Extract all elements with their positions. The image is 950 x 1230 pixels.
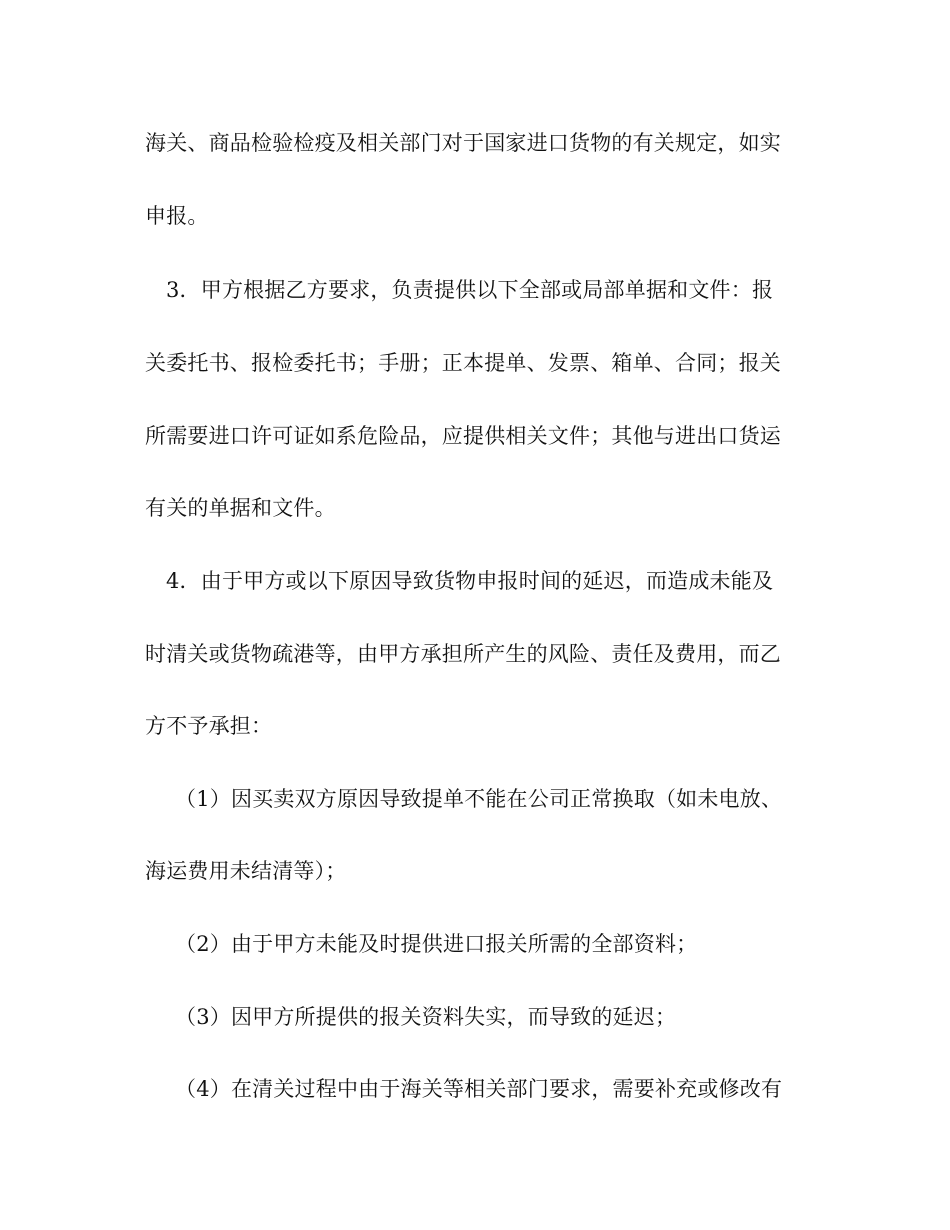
text-line: 申报。	[145, 204, 209, 228]
text-line: 时清关或货物疏港等，由甲方承担所产生的风险、责任及费用，而乙	[145, 642, 781, 666]
list-item-4: （4）在清关过程中由于海关等相关部门要求，需要补充或修改有	[175, 1077, 783, 1101]
clause-3-heading-line: 3．甲方根据乙方要求，负责提供以下全部或局部单据和文件：报	[166, 278, 774, 302]
text-line: 方不予承担：	[145, 714, 273, 738]
list-item-1: （1）因买卖双方原因导致提单不能在公司正常换取（如未电放、	[175, 787, 783, 811]
text-line: 关委托书、报检委托书；手册；正本提单、发票、箱单、合同；报关	[145, 351, 781, 375]
clause-4-heading-line: 4．由于甲方或以下原因导致货物申报时间的延迟，而造成未能及	[166, 569, 774, 593]
list-item-2: （2）由于甲方未能及时提供进口报关所需的全部资料；	[175, 932, 698, 956]
list-item-3: （3）因甲方所提供的报关资料失实，而导致的延迟；	[175, 1005, 677, 1029]
text-line: 所需要进口许可证如系危险品，应提供相关文件；其他与进出口货运	[145, 424, 781, 448]
text-line: 海运费用未结清等）；	[145, 859, 347, 883]
text-line: 海关、商品检验检疫及相关部门对于国家进口货物的有关规定，如实	[145, 131, 781, 155]
text-line: 有关的单据和文件。	[145, 496, 336, 520]
